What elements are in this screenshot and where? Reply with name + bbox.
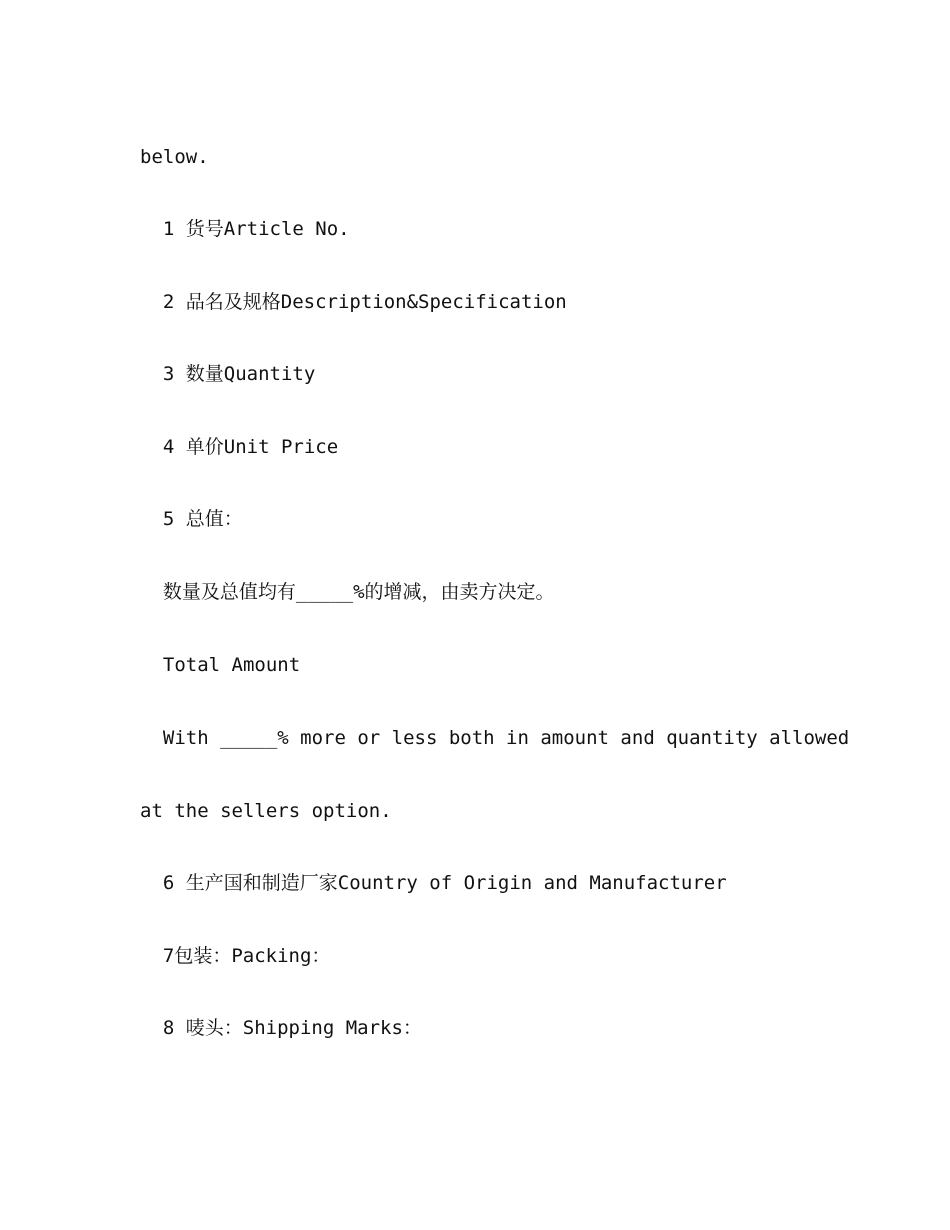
clause-5-total-amount: Total Amount: [140, 654, 301, 676]
text-line-below: below.: [140, 146, 209, 168]
clause-7-packing: 7包装：Packing：: [140, 945, 331, 967]
clause-5-tolerance-cn: 数量及总值均有_____%的增减，由卖方决定。: [140, 581, 555, 603]
clause-3-quantity: 3 数量Quantity: [140, 363, 316, 385]
clause-5-total-value: 5 总值：: [140, 508, 243, 530]
clause-6-origin: 6 生产国和制造厂家Country of Origin and Manufacturer: [140, 872, 727, 894]
clause-2-description: 2 品名及规格Description&Specification: [140, 291, 567, 313]
clause-4-unit-price: 4 单价Unit Price: [140, 436, 339, 458]
clause-8-shipping-marks: 8 唛头：Shipping Marks：: [140, 1017, 422, 1039]
clause-5-tolerance-en: With _____% more or less both in amount and quantity allowed: [140, 727, 850, 749]
clause-1-article-no: 1 货号Article No.: [140, 218, 350, 240]
clause-5-tolerance-en-cont: at the sellers option.: [140, 800, 392, 822]
